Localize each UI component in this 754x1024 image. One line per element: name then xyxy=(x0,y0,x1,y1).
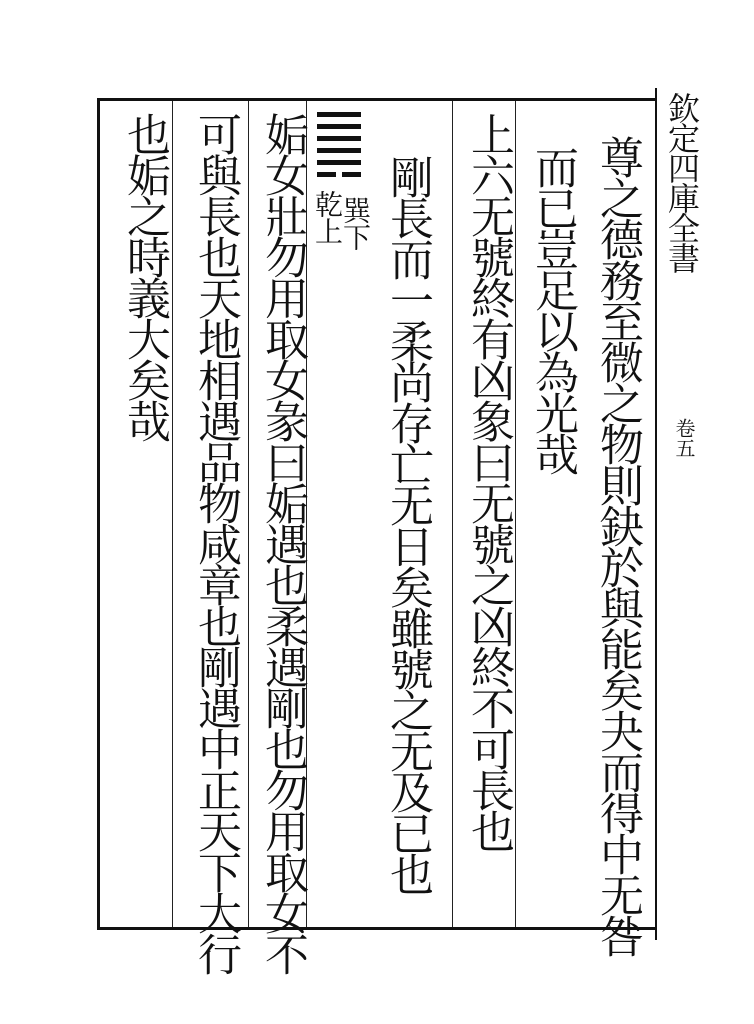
text-column-7: 也姤之時義大矣哉 xyxy=(119,112,170,440)
text-column-3: 上六无號終有凶象曰无號之凶終不可長也 xyxy=(463,112,514,850)
hexagram-line xyxy=(317,136,361,141)
trigram-label-lower: 乾上 xyxy=(311,190,344,244)
text-column-6: 可與長也天地相遇品物咸章也剛遇中正天下大行 xyxy=(190,112,241,973)
hexagram-line xyxy=(317,112,361,117)
text-column-1: 尊之德務至微之物則鈌於與能矣夬而得中无咎 xyxy=(592,135,643,955)
hexagram-icon xyxy=(317,112,361,184)
text-column-5: 姤女壯勿用取女彖曰姤遇也柔遇剛也勿用取女不 xyxy=(257,112,308,973)
trigram-label-upper: 巽下 xyxy=(339,196,372,250)
column-rule xyxy=(248,101,249,927)
volume-label: 卷五 xyxy=(672,418,696,458)
hexagram-line xyxy=(317,148,361,153)
hexagram-line xyxy=(317,172,361,177)
hexagram-line xyxy=(317,124,361,129)
text-column-4: 剛長而一柔尚存亡无日矣雖號之无及已也 xyxy=(382,155,433,893)
text-column-2: 而已豈足以為光哉 xyxy=(527,145,578,473)
book-title: 欽定四庫全書 xyxy=(663,92,701,272)
column-rule xyxy=(452,101,453,927)
hexagram-line xyxy=(317,160,361,165)
